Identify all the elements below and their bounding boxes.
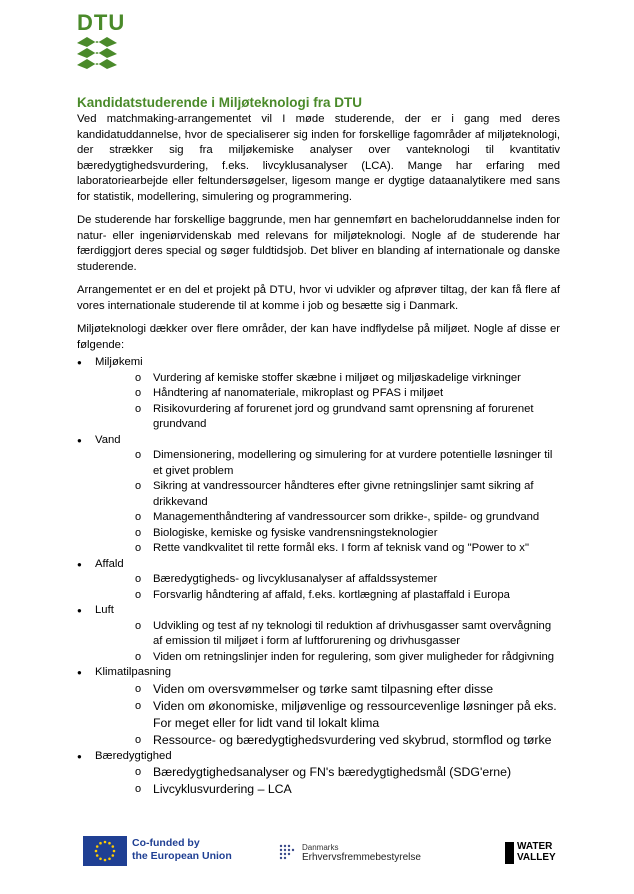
dtu-logo-text: DTU	[77, 10, 126, 35]
water-valley-line-1: WATER	[517, 841, 553, 852]
erhvervsfremme-label: Erhvervsfremmebestyrelse	[302, 852, 421, 863]
list-item: o Livcyklusvurdering – LCA	[135, 781, 560, 798]
category-item	[77, 603, 560, 665]
list-item: o Dimensionering, modellering og simulering for at vurdere potentielle løsninger til et givet problem	[135, 448, 560, 479]
page-title: Kandidatstuderende i Miljøteknologi fra DTU	[77, 95, 363, 110]
document-body	[77, 94, 560, 798]
sub-list	[95, 448, 560, 557]
sub-list	[95, 572, 560, 603]
category-list	[77, 355, 560, 798]
water-valley-label	[517, 841, 556, 863]
category-label: ● Luft	[95, 604, 114, 616]
erhvervsfremme-dots-icon	[279, 844, 297, 860]
list-item: o Bæredygtigheds- og livcyklusanalyser af affaldssystemer	[135, 572, 560, 588]
list-item: o Vurdering af kemiske stoffer skæbne i miljøet og miljøskadelige virkninger	[135, 371, 560, 387]
eu-line-2: the European Union	[132, 850, 232, 862]
sub-list	[95, 764, 560, 798]
list-item: o Viden om oversvømmelser og tørke samt tilpasning efter disse	[135, 681, 560, 698]
list-item: o Rette vandkvalitet til rette formål eks. I form af teknisk vand og "Power to x"	[135, 541, 560, 557]
footer-logos	[77, 832, 557, 872]
list-item: o Risikovurdering af forurenet jord og grundvand samt oprensning af forurenet grundvand	[135, 402, 560, 433]
eu-funding-label	[132, 837, 232, 863]
category-label: ● Affald	[95, 557, 124, 570]
list-item: o Forsvarlig håndtering af affald, f.eks. kortlægning af plastaffald i Europa	[135, 588, 560, 604]
sub-list	[95, 619, 560, 666]
erhvervsfremme-small-label: Danmarks	[302, 843, 339, 852]
category-label: ● Klimatilpasning	[95, 666, 171, 678]
list-item: o Bæredygtighedsanalyser og FN's bæredygtighedsmål (SDG'erne)	[135, 764, 560, 781]
paragraph-background: De studerende har forskellige baggrunde, men har gennemført en bacheloruddannelse inden for natur- eller ingeniørvidenskab med relevans for miljøteknologi. Nogle af de studerende har færdiggjort deres special og søger fuldtidsjob. Det bliver en blanding af internationale og danske studerende.	[77, 214, 560, 273]
list-item: o Håndtering af nanomateriale, mikroplast og PFAS i miljøet	[135, 386, 560, 402]
paragraph-project: Arrangementet er en del et projekt på DTU, hvor vi udvikler og afprøver tiltag, der kan få flere af vores internationale studerende til at komme i job og besætte sig i Danmark.	[77, 284, 560, 312]
sub-list	[95, 681, 560, 749]
dtu-logo-waves-icon	[77, 37, 117, 71]
list-item: o Sikring at vandressourcer håndteres efter givne retningslinjer samt sikring af drikkevand	[135, 479, 560, 510]
category-item	[77, 665, 560, 749]
paragraph-areas: Miljøteknologi dækker over flere områder, der kan have indflydelse på miljøet. Nogle af disse er følgende:	[77, 323, 560, 351]
category-item	[77, 433, 560, 557]
list-item: o Viden om økonomiske, miljøvenlige og ressourcevenlige løsninger på eks. For meget eller for lidt vand til lokalt klima	[135, 698, 560, 732]
category-item	[77, 749, 560, 799]
eu-line-1: Co-funded by	[132, 837, 200, 849]
eu-flag-icon	[83, 836, 127, 866]
list-item: o Udvikling og test af ny teknologi til reduktion af drivhusgasser samt overvågning af emission til miljøet i form af luftforurening og drivhusgasser	[135, 619, 560, 650]
list-item: o Managementhåndtering af vandressourcer som drikke-, spilde- og grundvand	[135, 510, 560, 526]
list-item: o Viden om retningslinjer inden for regulering, som giver muligheder for rådgivning	[135, 650, 560, 666]
sub-list	[95, 371, 560, 433]
category-item	[77, 557, 560, 604]
category-label: ● Vand	[95, 433, 121, 446]
dtu-logo	[77, 10, 126, 71]
list-item: o Ressource- og bæredygtighedsvurdering ved skybrud, stormflod og tørke	[135, 732, 560, 749]
category-label: ● Miljøkemi	[95, 356, 143, 368]
water-valley-icon	[505, 842, 514, 864]
water-valley-line-2: VALLEY	[517, 852, 556, 863]
list-item: o Biologiske, kemiske og fysiske vandrensningsteknologier	[135, 526, 560, 542]
paragraph-intro: Ved matchmaking-arrangementet vil I møde studerende, der er i gang med deres kandidatuddannelse, hvor de specialiserer sig inden for forskellige fagområder af miljøteknologi, der strækker sig fra miljøkemiske analyser over vanteknologi til kvantitativ bæredygtighedsvurdering, f.eks. livcyklusanalyser (LCA). Mange har erfaring med laboratoriearbejde eller feltundersøgelser, ligesom mange er dygtige dataanalytikere med sans for statistik, modellering, simulering og programmering.	[77, 113, 560, 203]
category-item	[77, 355, 560, 433]
category-label: ● Bæredygtighed	[95, 749, 172, 762]
